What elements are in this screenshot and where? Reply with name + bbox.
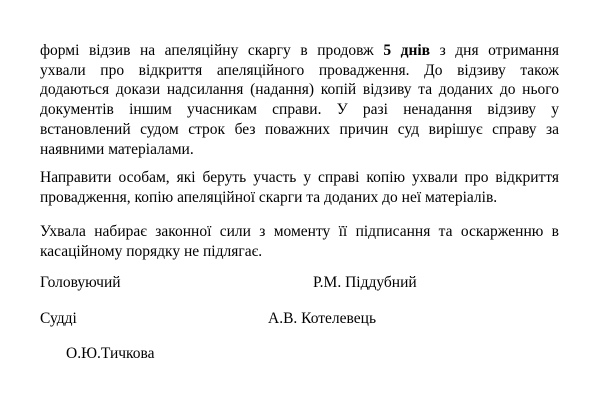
judge-name-2: О.Ю.Тичкова [66, 345, 155, 362]
paragraph-legal-force [40, 222, 559, 261]
text-line: ухвали про відкриття апеляційного провадження. До відзиву також [40, 61, 559, 79]
judge-name-1: А.В. Котелевець [268, 310, 377, 327]
deadline-bold: 5 днів [383, 42, 431, 59]
text-line: наявними матеріалами. [40, 140, 194, 158]
text-line: провадження, копію апеляційної скарги та доданих до неї матеріалів. [40, 188, 498, 206]
text-line: встановлений судом строк без поважних причин суд вирішує справу за [40, 120, 559, 138]
text-line: документів іншим учасникам справи. У разі ненадання відзиву у [40, 101, 559, 119]
judges-label: Судді [40, 310, 77, 327]
paragraph-send-copies [40, 168, 559, 207]
text-line: касаційному порядку не підлягає. [40, 242, 263, 260]
presiding-name: Р.М. Піддубний [313, 274, 417, 291]
text-line: формі відзив на апеляційну скаргу в продовж 5 днів з дня отримання [40, 42, 559, 59]
presiding-label: Головуючий [40, 274, 121, 291]
text-line: Направити особам, які беруть участь у справі копію ухвали про відкриття [40, 169, 559, 186]
text-line: Ухвала набирає законної сили з моменту її підписання та оскарженню в [40, 223, 559, 240]
text-line: додаються докази надсилання (надання) копій відзиву та доданих до нього [40, 81, 559, 99]
paragraph-response-deadline [40, 41, 559, 159]
